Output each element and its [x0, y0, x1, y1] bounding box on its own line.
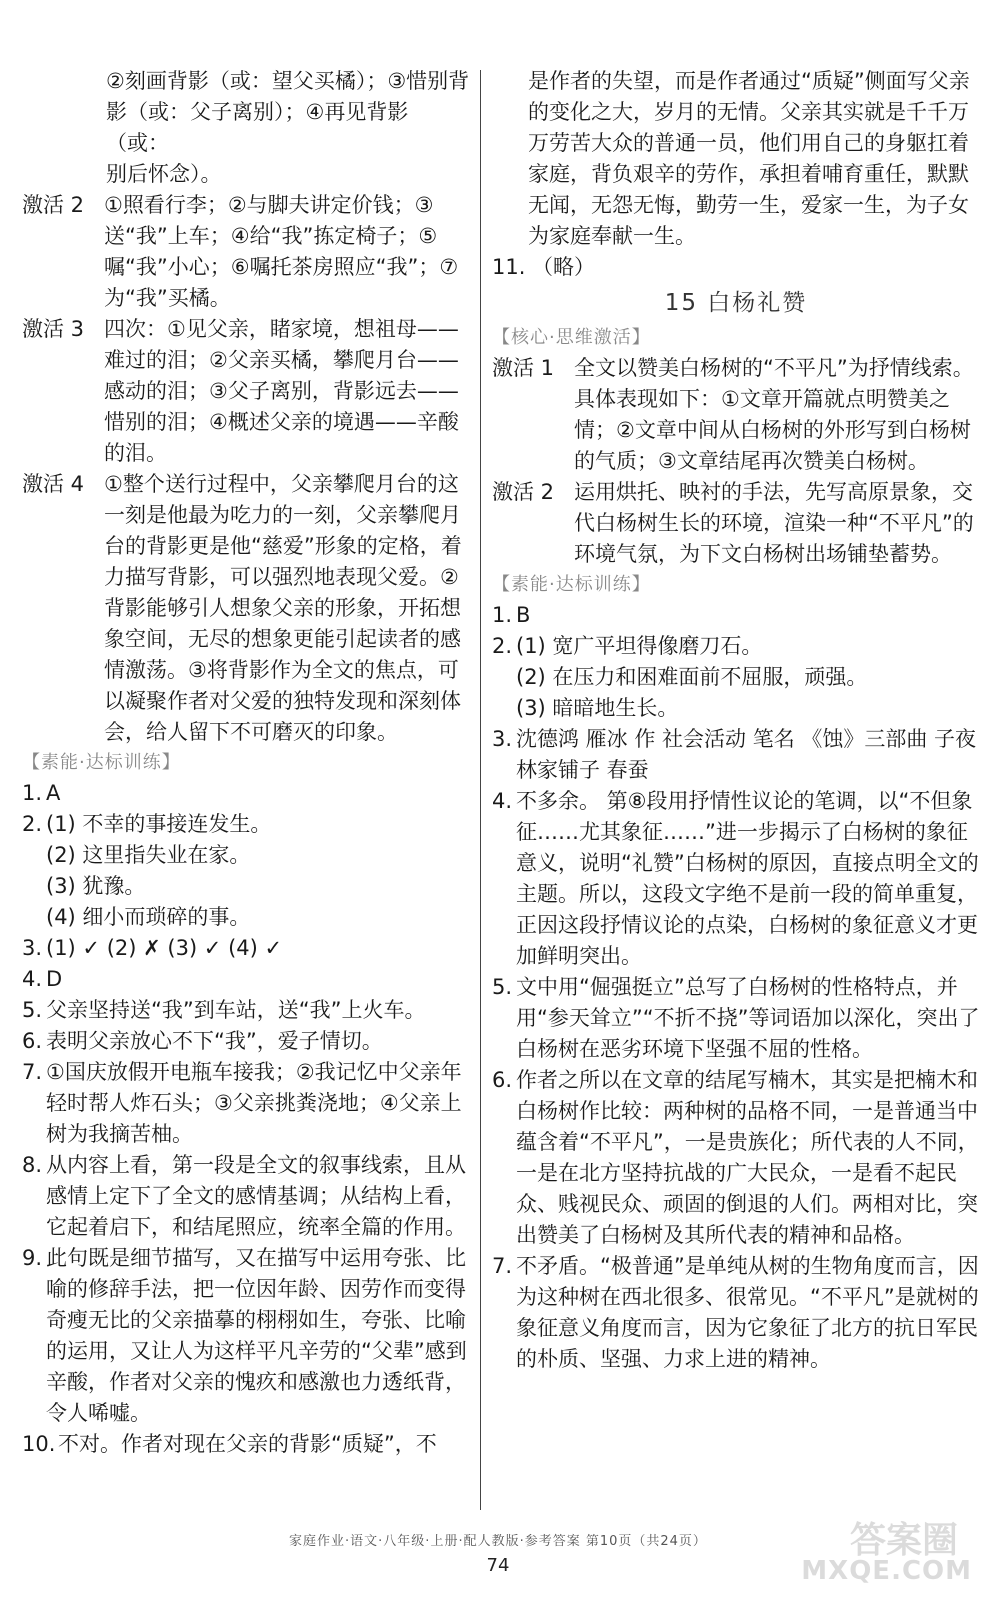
answer-number: 5.	[492, 975, 513, 999]
intro-block	[22, 66, 470, 190]
activation-label: 激活 3	[22, 317, 85, 341]
answer-number: 11.	[492, 255, 526, 279]
answer-text: （略）	[532, 255, 595, 279]
answer-item	[22, 1150, 470, 1243]
answer-text: 不矛盾。“极普通”是单纯从树的生物角度而言，因为这种树在西北很多、很常见。“不平凡”是就树的象征意义角度而言，因为它象征了北方的抗日军民的朴质、坚强、力求上进的精神。	[516, 1254, 979, 1371]
answer-subitem: (3) 暗暗地生长。	[516, 696, 679, 720]
answer-item	[22, 995, 470, 1026]
left-column	[22, 66, 470, 1460]
answer-number: 5.	[22, 998, 43, 1022]
answer-number: 2.	[22, 812, 43, 836]
answer-item	[492, 1065, 980, 1251]
section-heading: 【核心·思维激活】	[492, 327, 651, 348]
answer-text: A	[46, 781, 61, 805]
activation-label: 激活 1	[492, 356, 555, 380]
answer-subitem: (3) 犹豫。	[46, 874, 146, 898]
activation-2	[492, 477, 980, 570]
answer-text: 不对。作者对现在父亲的背影“质疑”，不	[58, 1432, 437, 1456]
activation-text: 运用烘托、映衬的手法，先写高原景象，交代白杨树生长的环境，渲染一种“不平凡”的环境气氛，为下文白杨树出场铺垫蓄势。	[574, 480, 974, 566]
watermark-url: MXQE.COM	[801, 1556, 972, 1586]
answer-number: 3.	[492, 727, 513, 751]
answer-text: 沈德鸿 雁冰 作 社会活动 笔名 《蚀》三部曲 子夜 林家铺子 春蚕	[516, 727, 977, 782]
watermark-text: 答案圈	[849, 1520, 958, 1561]
answer-text: 从内容上看，第一段是全文的叙事线索，且从感情上定下了全文的感情基调；从结构上看，它起着启下，和结尾照应，统率全篇的作用。	[46, 1153, 466, 1239]
answer-text: 作者之所以在文章的结尾写楠木，其实是把楠木和白杨树作比较：两种树的品格不同，一是普通当中蕴含着“不平凡”，一是贵族化；所代表的人不同，一是在北方坚持抗战的广大民众，一是看不起民众、贱视民众、顽固的倒退的人们。两相对比，突出赞美了白杨树及其所代表的精神和品格。	[516, 1068, 979, 1247]
answer-number: 4.	[22, 967, 43, 991]
answer-number: 7.	[492, 1254, 513, 1278]
answer-text: 文中用“倔强挺立”总写了白杨树的性格特点，并用“参天耸立”“不折不挠”等词语加以深化，突出了白杨树在恶劣环境下坚强不屈的性格。	[516, 975, 980, 1061]
answer-item	[22, 1026, 470, 1057]
answer-item	[492, 631, 980, 662]
intro-line: 别后怀念）。	[106, 162, 222, 186]
activation-text: 全文以赞美白杨树的“不平凡”为抒情线索。具体表现如下：①文章开篇就点明赞美之情；②文章中间从白杨树的外形写到白杨树的气质；③文章结尾再次赞美白杨树。	[574, 356, 974, 473]
activation-label: 激活 2	[22, 193, 85, 217]
answer-item	[492, 972, 980, 1065]
section-heading: 【素能·达标训练】	[22, 752, 181, 773]
answer-number: 4.	[492, 789, 513, 813]
answer-subitem: (2) 这里指失业在家。	[46, 843, 251, 867]
answer-text: 父亲坚持送“我”到车站，送“我”上火车。	[46, 998, 426, 1022]
column-divider	[480, 70, 481, 1510]
answer-item	[492, 252, 980, 283]
activation-label: 激活 4	[22, 472, 85, 496]
answer-item	[22, 933, 470, 964]
activation-text: ①整个送行过程中，父亲攀爬月台的这一刻是他最为吃力的一刻，父亲攀爬月台的背影更是他“慈爱”形象的定格，着力描写背影，可以强烈地表现父爱。②背影能够引人想象父亲的形象，开拓想象空间，无尽的想象更能引起读者的感情激荡。③将背影作为全文的焦点，可以凝聚作者对父爱的独特发现和深刻体会，给人留下不可磨灭的印象。	[104, 472, 462, 744]
answer-item	[492, 1251, 980, 1375]
intro-line: 影（或：父子离别）；④再见背影（或：	[106, 100, 409, 155]
answer-text: 表明父亲放心不下“我”，爱子情切。	[46, 1029, 383, 1053]
answer-text: ①国庆放假开电瓶车接我；②我记忆中父亲年轻时帮人炸石头；③父亲挑粪浇地；④父亲上树为我摘苦柚。	[46, 1060, 462, 1146]
answer-number: 3.	[22, 936, 43, 960]
answer-text: B	[516, 603, 531, 627]
answer-item	[22, 778, 470, 809]
activation-label: 激活 2	[492, 480, 555, 504]
continued-answer: 是作者的失望，而是作者通过“质疑”侧面写父亲的变化之大，岁月的无情。父亲其实就是千千万万劳苦大众的普通一员，他们用自己的身躯扛着家庭，背负艰辛的劳作，承担着哺育重任，默默无闻，无怨无悔，勤劳一生，爱家一生，为子女为家庭奉献一生。	[528, 69, 970, 248]
answer-text: (1) 宽广平坦得像磨刀石。	[516, 634, 763, 658]
activation-1	[492, 353, 980, 477]
activation-text: 四次：①见父亲，睹家境，想祖母——难过的泪；②父亲买橘，攀爬月台——感动的泪；③父子离别，背影远去——惜别的泪；④概述父亲的境遇——辛酸的泪。	[104, 317, 459, 465]
answer-number: 6.	[22, 1029, 43, 1053]
answer-item	[22, 1243, 470, 1429]
lesson-title: 15 白杨礼赞	[664, 290, 808, 316]
activation-4	[22, 469, 470, 748]
page-footer: 家庭作业·语文·八年级·上册·配人教版·参考答案 第10页（共24页）	[289, 1534, 707, 1549]
answer-text: (1) 不幸的事接连发生。	[46, 812, 272, 836]
answer-item	[22, 1429, 470, 1460]
right-column	[492, 66, 980, 1375]
page-number: 74	[486, 1555, 510, 1576]
answer-number: 7.	[22, 1060, 43, 1084]
answer-item	[492, 724, 980, 786]
answer-number: 8.	[22, 1153, 43, 1177]
answer-item	[492, 600, 980, 631]
answer-subitem: (4) 细小而琐碎的事。	[46, 905, 251, 929]
answer-text: (1) ✓ (2) ✗ (3) ✓ (4) ✓	[46, 936, 283, 960]
answer-text: 此句既是细节描写，又在描写中运用夸张、比喻的修辞手法，把一位因年龄、因劳作而变得奇瘦无比的父亲描摹的栩栩如生，夸张、比喻的运用，又让人为这样平凡辛劳的“父辈”感到辛酸，作者对父亲的愧疚和感激也力透纸背，令人唏嘘。	[46, 1246, 467, 1425]
answer-number: 9.	[22, 1246, 43, 1270]
answer-item	[22, 964, 470, 995]
section-heading: 【素能·达标训练】	[492, 574, 651, 595]
answer-number: 1.	[492, 603, 513, 627]
answer-item	[492, 786, 980, 972]
answer-number: 1.	[22, 781, 43, 805]
intro-line: ②刻画背影（或：望父买橘）；③惜别背	[106, 69, 470, 93]
activation-3	[22, 314, 470, 469]
watermark-logo	[802, 1512, 972, 1586]
answer-text: D	[46, 967, 63, 991]
answer-item	[22, 1057, 470, 1150]
answer-subitem: (2) 在压力和困难面前不屈服，顽强。	[516, 665, 868, 689]
activation-text: ①照看行李；②与脚夫讲定价钱；③送“我”上车；④给“我”拣定椅子；⑤嘱“我”小心；⑥嘱托茶房照应“我”；⑦为“我”买橘。	[104, 193, 459, 310]
answer-item	[22, 809, 470, 840]
activation-2	[22, 190, 470, 314]
answer-number: 10.	[22, 1432, 56, 1456]
answer-number: 6.	[492, 1068, 513, 1092]
answer-number: 2.	[492, 634, 513, 658]
answer-text: 不多余。 第⑧段用抒情性议论的笔调，以“不但象征……尤其象征……”进一步揭示了白杨树的象征意义，说明“礼赞”白杨树的原因，直接点明全文的主题。所以，这段文字绝不是前一段的简单重复，正因这段抒情议论的点染，白杨树的象征意义才更加鲜明突出。	[516, 789, 979, 968]
